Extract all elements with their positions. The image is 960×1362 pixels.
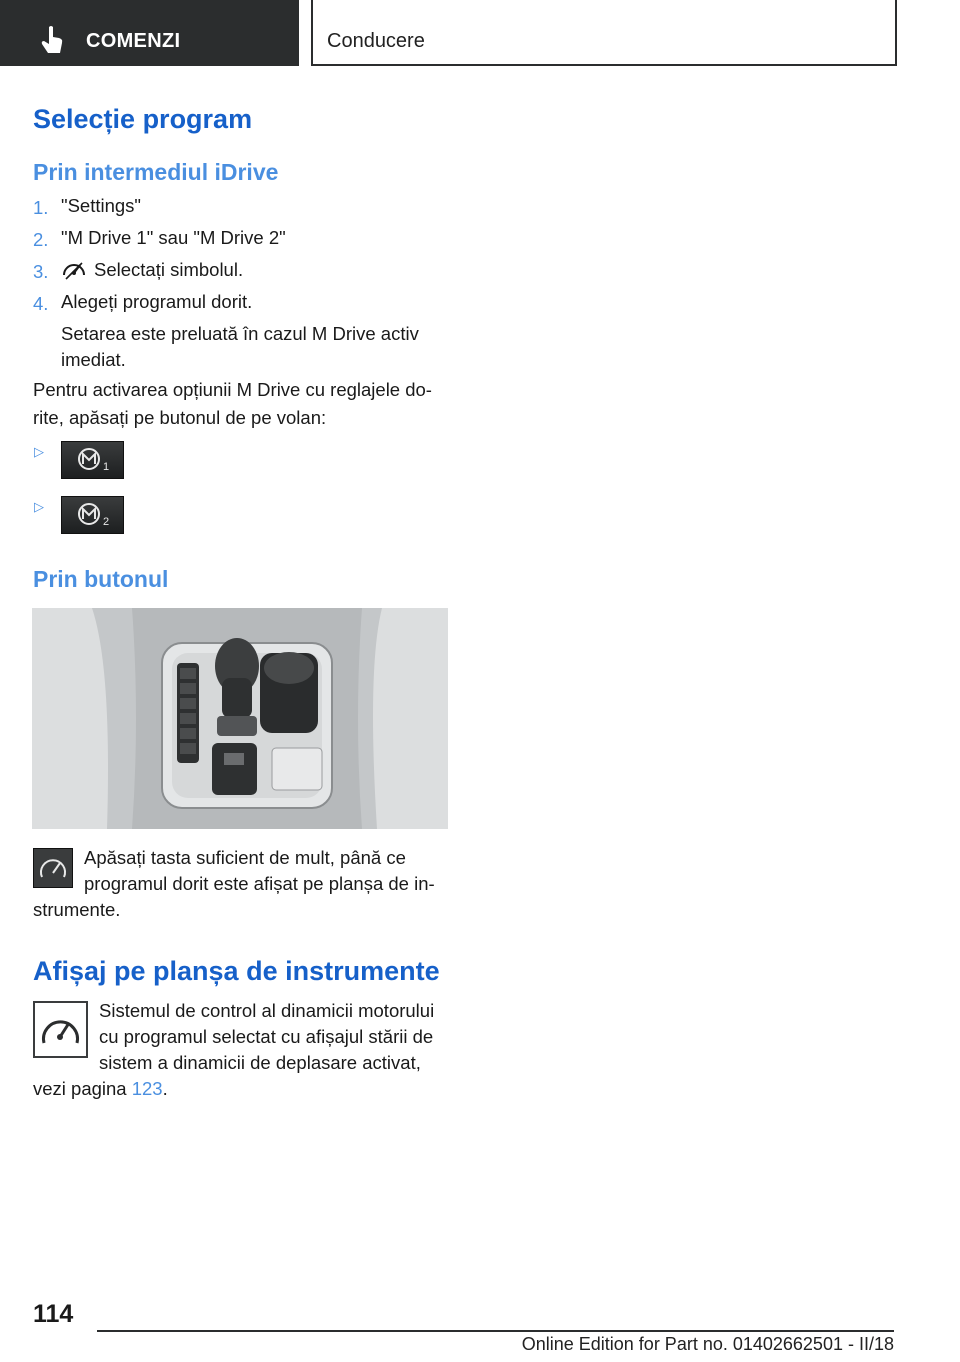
section-tab: [0, 0, 299, 66]
footer-rule: [97, 1330, 894, 1332]
step-text: Alegeți programul dorit.: [61, 291, 253, 312]
paragraph: Sistemul de control al dinamicii motorului: [99, 1000, 435, 1021]
bullet-triangle-icon: ▷: [34, 499, 44, 514]
m2-button-image: [61, 496, 124, 534]
step-number: 4.: [33, 293, 49, 314]
paragraph-text: .: [162, 1078, 168, 1099]
step-number: 3.: [33, 261, 49, 282]
speedometer-icon: [35, 1003, 86, 1056]
dynamic-control-image: [33, 1001, 88, 1058]
paragraph: strumente.: [33, 899, 121, 920]
paragraph: Apăsați tasta suficient de mult, până ce: [84, 847, 406, 868]
page-title: Selecție program: [33, 104, 253, 134]
bullet-triangle-icon: ▷: [34, 444, 44, 459]
chapter-tab: [311, 0, 897, 66]
paragraph: rite, apăsați pe butonul de pe volan:: [33, 407, 327, 428]
step-note: Setarea este preluată în cazul M Drive activ: [61, 323, 419, 344]
paragraph: Pentru activarea opțiunii M Drive cu reglajele do-: [33, 379, 432, 400]
edition-note: Online Edition for Part no. 01402662501 - II/18: [521, 1334, 894, 1354]
m1-button-image: [61, 441, 124, 479]
step-text: "M Drive 1" sau "M Drive 2": [61, 227, 286, 248]
m-drive-icon: [62, 497, 123, 533]
m-drive-number: 2: [103, 516, 110, 528]
step-number: 2.: [33, 229, 49, 250]
m-drive-number: 1: [103, 461, 110, 473]
step-text: "Settings": [61, 195, 141, 216]
section-heading: Afișaj pe planșa de instrumente: [33, 956, 440, 986]
paragraph: [33, 1073, 168, 1104]
pointing-hand-icon: [40, 25, 64, 55]
chapter-label: Conducere: [327, 30, 425, 52]
step-number: 1.: [33, 197, 49, 218]
step-note: imediat.: [61, 349, 126, 370]
m-drive-icon: [62, 442, 123, 478]
paragraph: programul dorit este afișat pe planșa de in-: [84, 873, 435, 894]
page-number: 114: [33, 1300, 74, 1328]
step-text: Selectați simbolul.: [94, 259, 244, 280]
center-console-illustration: [32, 608, 448, 829]
subheading-button: Prin butonul: [33, 566, 169, 592]
subheading-idrive: Prin intermediul iDrive: [33, 159, 279, 185]
paragraph: cu programul selectat cu afișajul stării de: [99, 1026, 434, 1047]
speedometer-icon: [61, 257, 87, 281]
section-label: COMENZI: [86, 30, 181, 52]
instrument-display-image: [33, 848, 73, 888]
paragraph-text: vezi pagina: [33, 1078, 132, 1099]
page-reference-link[interactable]: 123: [131, 1078, 163, 1099]
paragraph: sistem a dinamicii de deplasare activat,: [99, 1052, 421, 1073]
speedometer-icon: [34, 849, 72, 887]
